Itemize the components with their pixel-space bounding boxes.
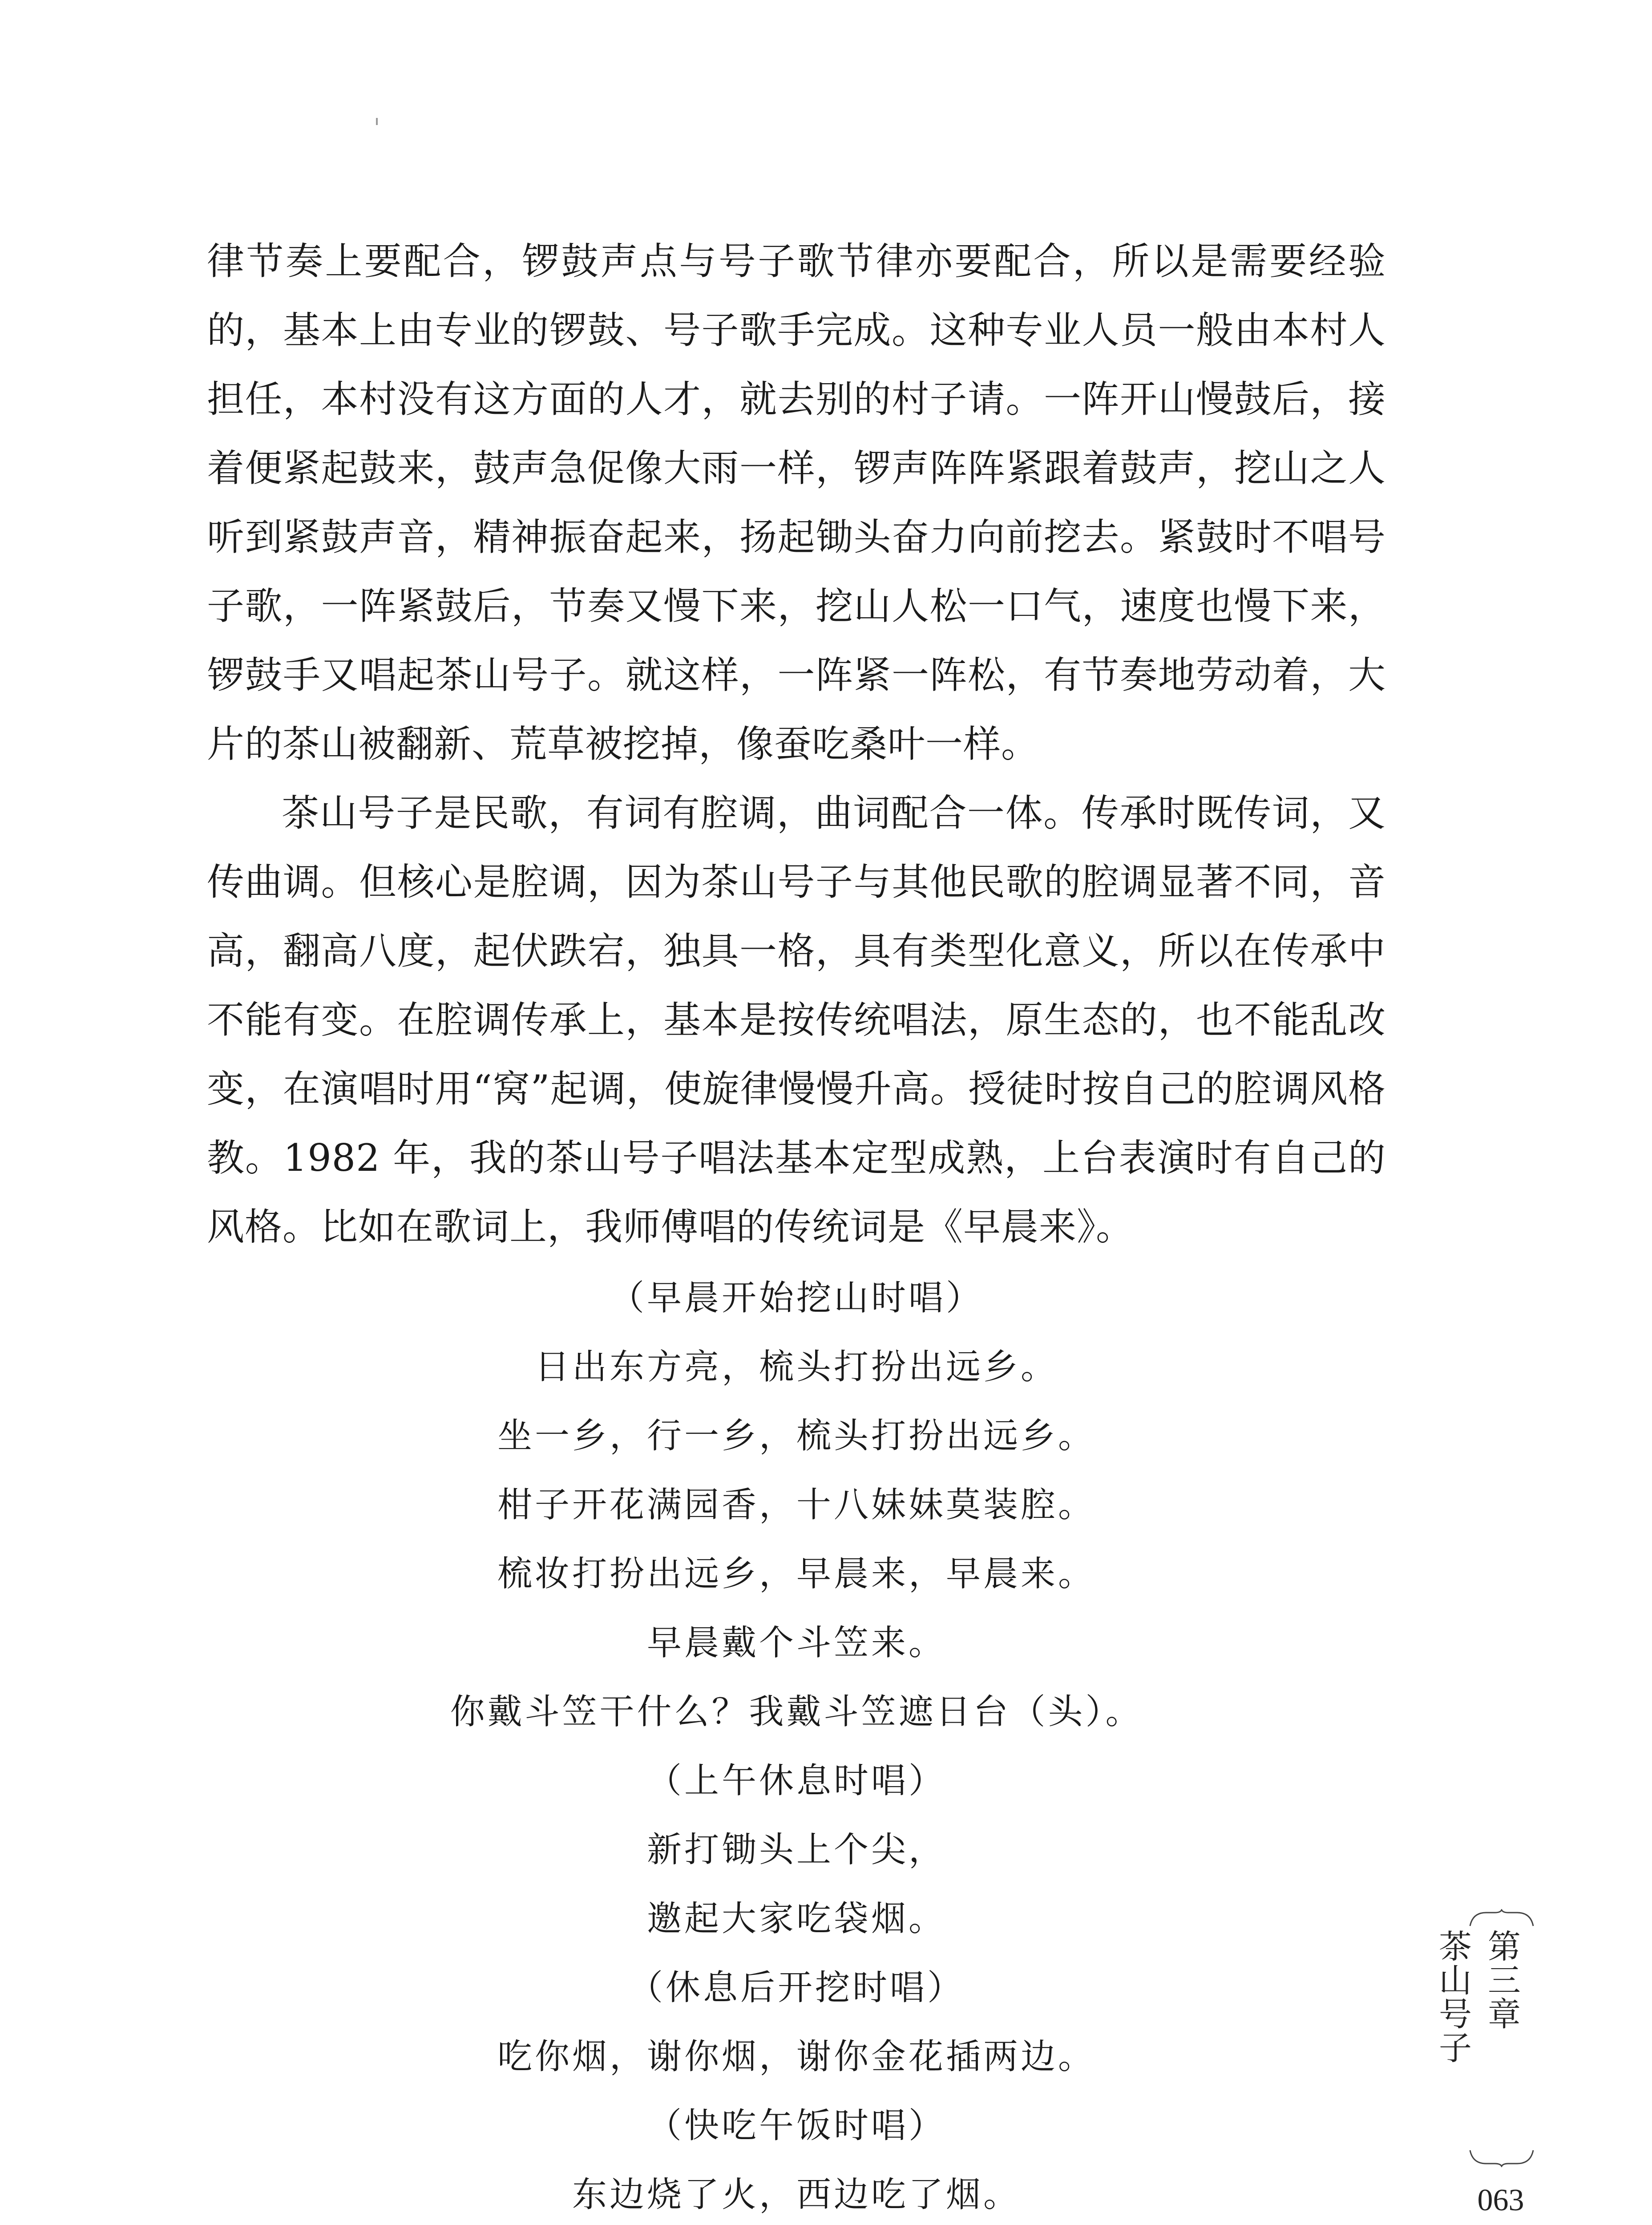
lyric-line: 早晨戴个斗笠来。 (646, 1623, 946, 1663)
chapter-tab-text (1434, 1929, 1526, 2147)
lyric-line: （快吃午饭时唱） (646, 2106, 946, 2146)
tab-bracket-top (1468, 1909, 1535, 1927)
page-number: 063 (1477, 2183, 1524, 2217)
lyric-line: 柑子开花满园香，十八妹妹莫装腔。 (497, 1485, 1095, 1525)
lyric-line: （早晨开始挖山时唱） (609, 1278, 983, 1318)
chapter-title: 茶山号子 (1434, 1929, 1472, 2064)
lyric-line: （休息后开挖时唱） (628, 1968, 965, 2008)
lyric-line: 坐一乡，行一乡，梳头打扮出远乡。 (497, 1416, 1095, 1456)
paragraph-continued: 律节奏上要配合，锣鼓声点与号子歌节律亦要配合，所以是需要经验的，基本上由专业的锣鼓、号子歌手完成。这种专业人员一般由本村人担任，本村没有这方面的人才，就去别的村子请。一阵开山慢鼓后，接着便紧起鼓来，鼓声急促像大雨一样，锣声阵阵紧跟着鼓声，挖山之人听到紧鼓声音，精神振奋起来，扬起锄头奋力向前挖去。紧鼓时不唱号子歌，一阵紧鼓后，节奏又慢下来，挖山人松一口气，速度也慢下来，锣鼓手又唱起茶山号子。就这样，一阵紧一阵松，有节奏地劳动着，大片的茶山被翻新、荒草被挖掉，像蚕吃桑叶一样。 (207, 239, 1386, 766)
lyric-line: 你戴斗笠干什么？我戴斗笠遮日台（头）。 (450, 1692, 1143, 1732)
scan-mark (376, 118, 378, 125)
lyric-line: 邀起大家吃袋烟。 (646, 1899, 946, 1939)
lyric-line: 梳妆打扮出远乡，早晨来，早晨来。 (497, 1554, 1095, 1594)
lyric-line: 日出东方亮，梳头打扮出远乡。 (534, 1347, 1058, 1387)
song-lyrics (207, 1264, 1386, 2225)
chapter-side-tab (1434, 1909, 1539, 2167)
body-text (207, 227, 1386, 1262)
lyric-line: （上午休息时唱） (646, 1761, 946, 1801)
lyric-line: 吃你烟，谢你烟，谢你金花插两边。 (497, 2037, 1095, 2077)
paragraph: 茶山号子是民歌，有词有腔调，曲词配合一体。传承时既传词，又传曲调。但核心是腔调，因为茶山号子与其他民歌的腔调显著不同，音高，翻高八度，起伏跌宕，独具一格，具有类型化意义，所以在传承中不能有变。在腔调传承上，基本是按传统唱法，原生态的，也不能乱改变，在演唱时用“窝”起调，使旋律慢慢升高。授徒时按自己的腔调风格教。1982 年，我的茶山号子唱法基本定型成熟，上台表演时有自己的风格。比如在歌词上，我师傅唱的传统词是《早晨来》。 (207, 791, 1386, 1249)
lyric-line: 新打锄头上个尖， (646, 1830, 946, 1870)
lyric-line: 东边烧了火，西边吃了烟。 (572, 2175, 1021, 2215)
chapter-number: 第三章 (1482, 1929, 1521, 2031)
tab-bracket-bottom (1468, 2149, 1535, 2167)
